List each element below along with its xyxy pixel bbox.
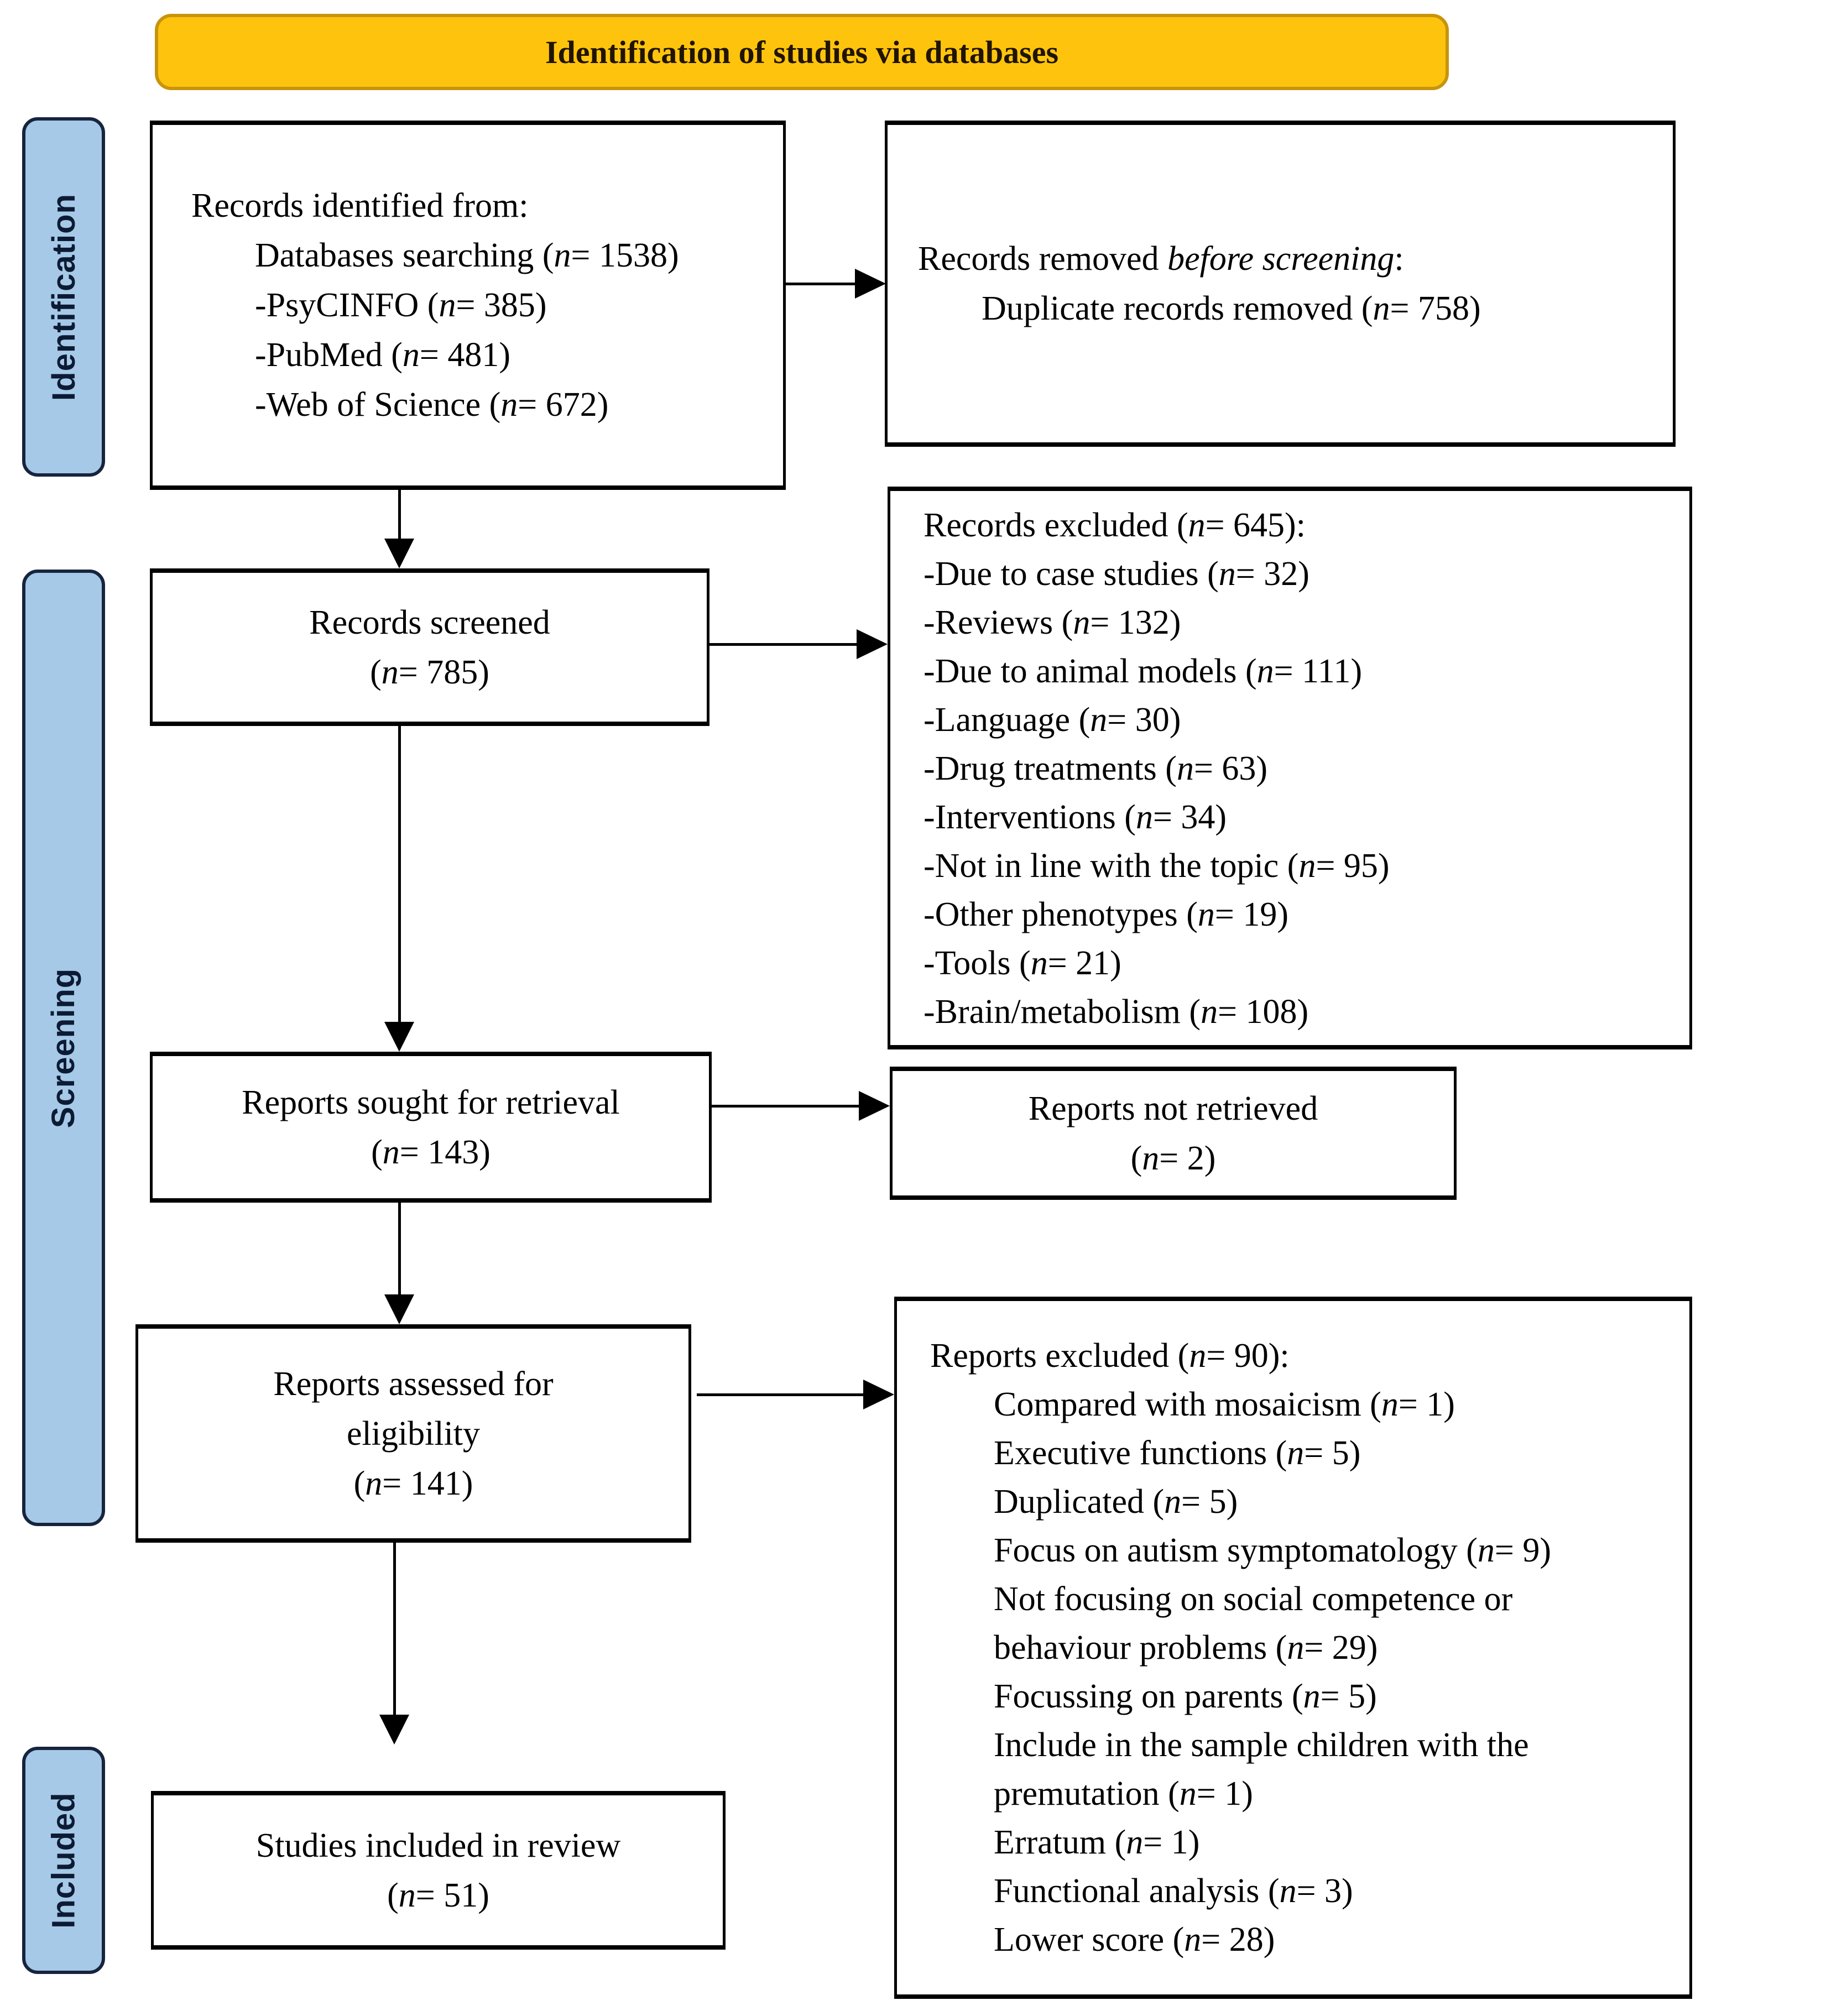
text-line: Reports sought for retrieval <box>242 1083 620 1121</box>
text-line: (n= 141) <box>353 1464 473 1502</box>
text-line: Records excluded (n= 645): <box>923 506 1306 544</box>
text-line: Compared with mosaicism (n= 1) <box>994 1386 1455 1423</box>
text-line: -Due to animal models (n= 111) <box>923 652 1363 690</box>
arrow-sought-to-notretrieved-line <box>712 1105 861 1108</box>
text-line: Records screened <box>309 603 550 641</box>
text-line: Duplicate records removed (n= 758) <box>982 290 1481 327</box>
banner-title: Identification of studies via databases <box>155 14 1449 90</box>
text-line: Studies included in review <box>255 1826 621 1864</box>
arrow-sought-to-assessed-line <box>398 1203 401 1297</box>
text-line: Functional analysis (n= 3) <box>994 1872 1353 1910</box>
arrow-screened-to-excluded-line <box>709 643 859 646</box>
stage-tab-identification <box>22 117 105 477</box>
text-line: -Web of Science (n= 672) <box>255 386 609 424</box>
text-line: premutation (n= 1) <box>994 1775 1253 1813</box>
box-records-screened <box>150 568 709 726</box>
box-records-excluded <box>888 487 1692 1049</box>
text-line: Reports assessed for <box>273 1365 554 1403</box>
arrow-screened-to-sought-line <box>398 726 401 1025</box>
text-line: -Tools (n= 21) <box>923 944 1121 982</box>
arrow-down-icon <box>384 539 414 568</box>
text-line: -Brain/metabolism (n= 108) <box>923 993 1309 1031</box>
arrow-right-icon <box>859 1091 890 1121</box>
box-reports-sought <box>150 1052 712 1203</box>
arrow-right-icon <box>863 1380 894 1409</box>
stage-tab-included-label: Included <box>45 1792 82 1929</box>
text-line: Erratum (n= 1) <box>994 1824 1200 1861</box>
text-line: (n= 143) <box>371 1133 491 1171</box>
arrow-down-icon <box>379 1715 409 1745</box>
text-line: Duplicated (n= 5) <box>994 1483 1238 1521</box>
text-line: Focussing on parents (n= 5) <box>994 1678 1377 1715</box>
box-reports-not-retrieved <box>890 1067 1457 1200</box>
arrow-assessed-to-included-line <box>393 1543 396 1717</box>
text-line: -PsyCINFO (n= 385) <box>255 286 547 324</box>
text-line: (n= 2) <box>1130 1139 1216 1177</box>
text-line: Include in the sample children with the <box>994 1726 1529 1764</box>
text-line: Reports excluded (n= 90): <box>930 1337 1290 1375</box>
arrow-down-icon <box>384 1022 414 1052</box>
arrow-down-icon <box>384 1294 414 1324</box>
box-reports-assessed <box>135 1324 691 1543</box>
arrow-identified-to-removed-line <box>786 283 858 285</box>
text-line: behaviour problems (n= 29) <box>994 1629 1378 1667</box>
text-line: Reports not retrieved <box>1028 1089 1318 1127</box>
text-line: -Drug treatments (n= 63) <box>923 750 1268 787</box>
text-line: -Reviews (n= 132) <box>923 604 1181 641</box>
arrow-right-icon <box>857 629 888 659</box>
box-records-removed-before-screening <box>885 121 1676 447</box>
arrow-assessed-to-reportsexcluded-line <box>697 1393 865 1396</box>
stage-tab-identification-label: Identification <box>45 193 82 401</box>
stage-tab-screening-label: Screening <box>45 968 82 1128</box>
text-line: (n= 785) <box>370 653 489 691</box>
text-line: -PubMed (n= 481) <box>255 336 511 374</box>
text-line: Lower score (n= 28) <box>994 1921 1275 1958</box>
text-line: eligibility <box>346 1414 481 1453</box>
box-reports-excluded <box>894 1297 1692 1999</box>
box-records-identified <box>150 121 786 490</box>
text-line: Not focusing on social competence or <box>994 1580 1513 1618</box>
stage-tab-screening <box>22 570 105 1526</box>
text-line: (n= 51) <box>387 1876 489 1914</box>
text-line: -Interventions (n= 34) <box>923 798 1227 836</box>
text-line: -Not in line with the topic (n= 95) <box>923 847 1390 885</box>
text-line: -Language (n= 30) <box>923 701 1181 739</box>
text-line: Databases searching (n= 1538) <box>255 237 679 274</box>
text-line: -Due to case studies (n= 32) <box>923 555 1309 593</box>
stage-tab-included <box>22 1747 105 1974</box>
box-studies-included <box>151 1791 726 1950</box>
arrow-right-icon <box>855 269 886 299</box>
text-line: Records identified from: <box>191 187 529 224</box>
arrow-identified-to-screened-line <box>398 490 401 543</box>
text-line: Records removed before screening: <box>918 240 1404 278</box>
text-line: Focus on autism symptomatology (n= 9) <box>994 1532 1551 1569</box>
text-line: Executive functions (n= 5) <box>994 1434 1361 1472</box>
text-line: -Other phenotypes (n= 19) <box>923 896 1288 933</box>
